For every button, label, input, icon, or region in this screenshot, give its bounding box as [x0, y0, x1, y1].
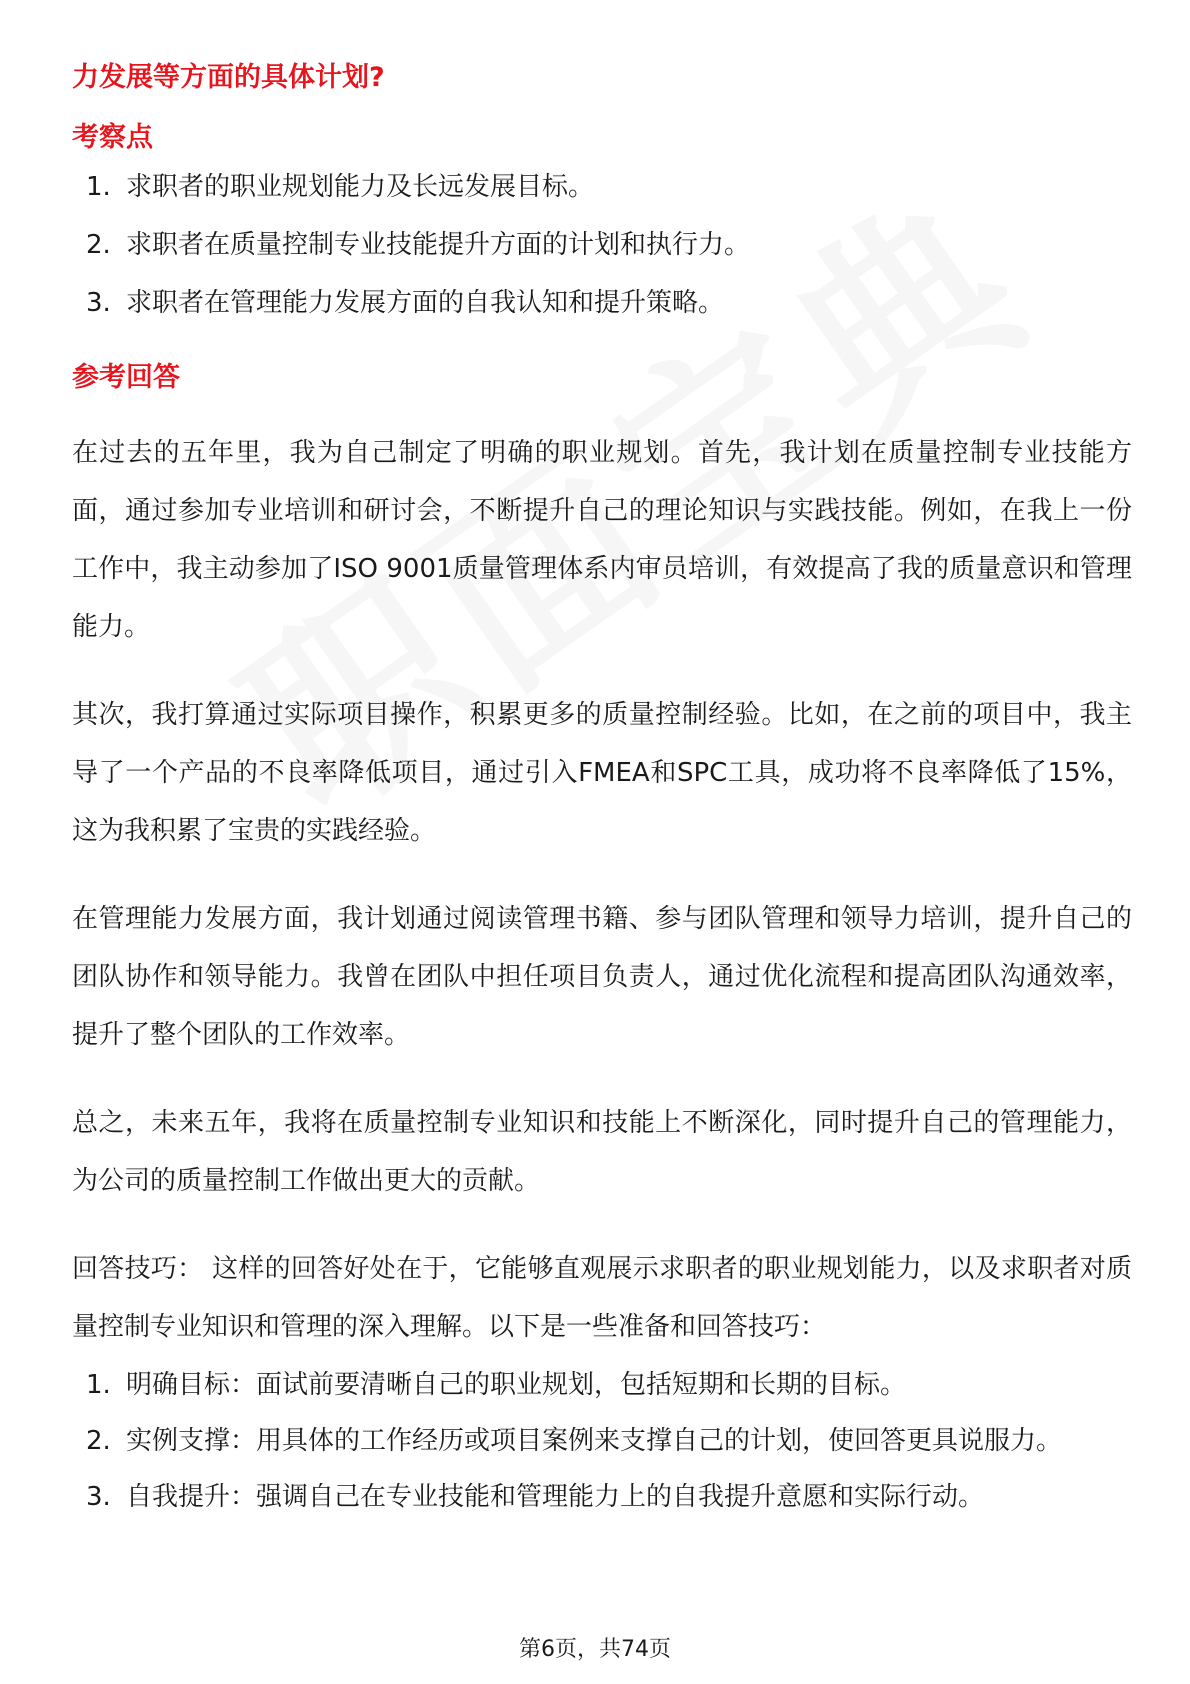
answer-paragraph-4: 总之，未来五年，我将在质量控制专业知识和技能上不断深化，同时提升自己的管理能力，为公司的质量控制工作做出更大的贡献。: [72, 1108, 1132, 1196]
section-heading-cankao: 参考回答: [72, 362, 180, 393]
page-content: [72, 50, 1132, 1526]
list-item-text: 明确目标：面试前要清晰自己的职业规划，包括短期和长期的目标。: [126, 1370, 907, 1400]
answer-paragraph-1: 在过去的五年里，我为自己制定了明确的职业规划。首先，我计划在质量控制专业技能方面，通过参加专业培训和研讨会，不断提升自己的理论知识与实践技能。例如，在我上一份工作中，我主动参加了ISO 9001质量管理体系内审员培训，有效提高了我的质量意识和管理能力。: [72, 438, 1132, 642]
list-item: [72, 1468, 1132, 1526]
list-item: [72, 158, 1132, 216]
list-number: 3.: [86, 288, 111, 318]
answer-paragraph-3: 在管理能力发展方面，我计划通过阅读管理书籍、参与团队管理和领导力培训，提升自己的团队协作和领导能力。我曾在团队中担任项目负责人，通过优化流程和提高团队沟通效率，提升了整个团队的工作效率。: [72, 904, 1132, 1050]
list-item: [72, 1356, 1132, 1414]
list-number: 1.: [86, 172, 111, 202]
list-item-text: 求职者的职业规划能力及长远发展目标。: [126, 172, 595, 202]
list-number: 1.: [86, 1370, 111, 1400]
list-item-text: 求职者在质量控制专业技能提升方面的计划和执行力。: [126, 230, 751, 260]
list-item: [72, 216, 1132, 274]
kaocha-list: [72, 158, 1132, 332]
list-number: 2.: [86, 1426, 111, 1456]
list-item: [72, 1414, 1132, 1468]
list-item-text: 求职者在管理能力发展方面的自我认知和提升策略。: [126, 288, 725, 318]
list-item-text: 实例支撑：用具体的工作经历或项目案例来支撑自己的计划，使回答更具说服力。: [126, 1426, 1063, 1456]
list-number: 2.: [86, 230, 111, 260]
section-heading-kaocha: 考察点: [72, 122, 153, 153]
list-item-text: 自我提升：强调自己在专业技能和管理能力上的自我提升意愿和实际行动。: [126, 1482, 985, 1512]
list-item: [72, 274, 1132, 332]
tips-list: [72, 1356, 1132, 1526]
list-number: 3.: [86, 1482, 111, 1512]
answer-tips-intro: 回答技巧： 这样的回答好处在于，它能够直观展示求职者的职业规划能力，以及求职者对质量控制专业知识和管理的深入理解。以下是一些准备和回答技巧：: [72, 1254, 1132, 1342]
page-footer: 第6页，共74页: [519, 1637, 671, 1662]
answer-paragraph-2: 其次，我打算通过实际项目操作，积累更多的质量控制经验。比如，在之前的项目中，我主导了一个产品的不良率降低项目，通过引入FMEA和SPC工具，成功将不良率降低了15%，这为我积累了宝贵的实践经验。: [72, 700, 1132, 846]
question-title: 力发展等方面的具体计划?: [72, 62, 385, 93]
